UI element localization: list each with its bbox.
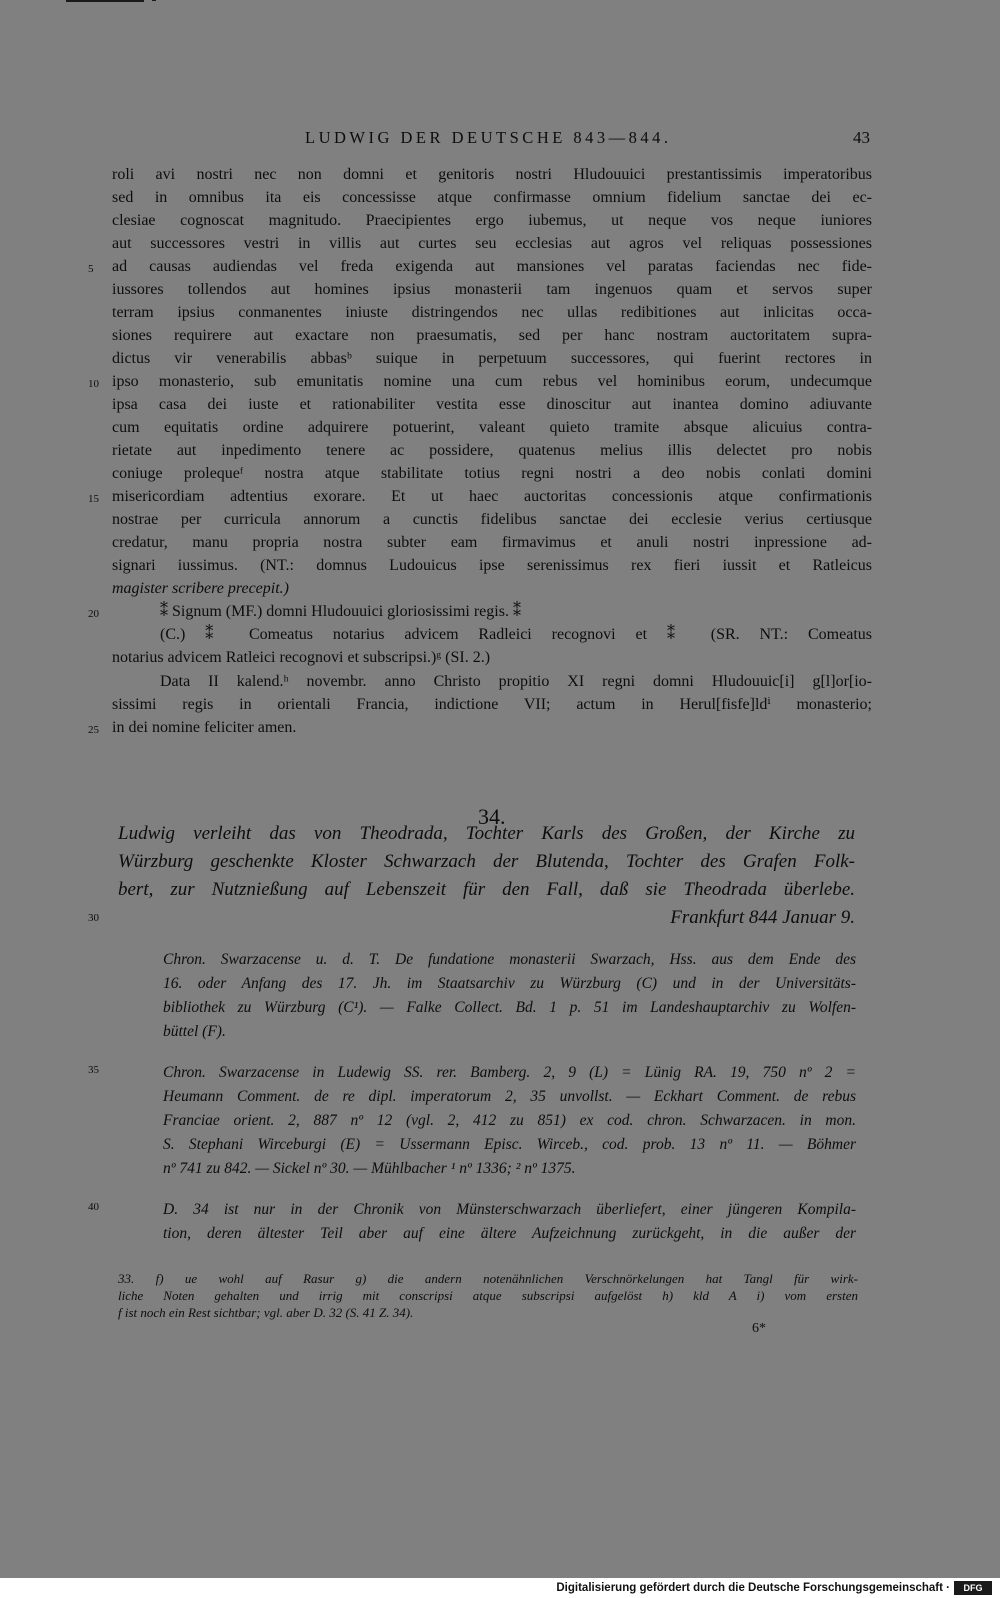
source-line: Heumann Comment. de re dipl. imperatorum 2, 35 unvollst. — Eckhart Comment. de rebus — [163, 1088, 856, 1105]
body-line: dictus vir venerabilis abbasᵇ suique in perpetuum successores, qui fuerint rectores in — [112, 350, 872, 367]
footer-credit-text: Digitalisierung gefördert durch die Deutsche Forschungsgemeinschaft · — [556, 1582, 950, 1594]
body-line: misericordiam adtentius exorare. Et ut haec auctoritas concessionis atque confirmationis — [112, 488, 872, 505]
body-line: sissimi regis in orientali Francia, indictione VII; actum in Herul[fisfe]ldⁱ monasterio; — [112, 696, 872, 713]
line-number: 40 — [88, 1201, 99, 1213]
body-line: sed in omnibus ita eis concessisse atque confirmasse omnium fidelium sanctae dei ec- — [112, 189, 872, 206]
footer-credit-bar — [0, 1578, 1000, 1598]
body-line: in dei nomine feliciter amen. — [112, 719, 297, 736]
line-number: 30 — [88, 912, 99, 924]
body-line: aut successores vestri in villis aut curtes seu ecclesias aut agros vel reliquas possessiones — [112, 235, 872, 252]
line-number: 15 — [88, 493, 99, 505]
body-line: rietate aut inpedimento tenere ac possidere, quatenus melius illis delectet pro nobis — [112, 442, 872, 459]
footnote-line: f ist noch ein Rest sichtbar; vgl. aber D. 32 (S. 41 Z. 34). — [118, 1305, 414, 1320]
regest-line: bert, zur Nutznießung auf Lebenszeit für den Fall, daß sie Theodrada überlebe. — [118, 879, 855, 900]
source-line: Chron. Swarzacense u. d. T. De fundatione monasterii Swarzach, Hss. aus dem Ende des — [163, 951, 856, 968]
footnote-line: liche Noten gehalten und irrig mit conscripsi atque subscripsi aufgelöst h) kld A i) vom ersten — [118, 1288, 858, 1303]
line-number: 5 — [88, 263, 94, 275]
top-rule — [66, 0, 144, 2]
source-line: Franciae orient. 2, 887 nº 12 (vgl. 2, 412 zu 851) ex cod. chron. Schwarzacen. in mon. — [163, 1112, 856, 1129]
body-line: ipso monasterio, sub emunitatis nomine una cum rebus vel hominibus eorum, undecumque — [112, 373, 872, 390]
sheet-signature: 6* — [752, 1321, 766, 1336]
body-line: cum equitatis ordine adquirere potuerint, valeant quieto tramite absque alicuius contra- — [112, 419, 872, 436]
recognition-line: (C.) ⁑ Comeatus notarius advicem Radleici recognovi et ⁑ (SR. NT.: Comeatus — [160, 626, 872, 643]
regest-line: Würzburg geschenkte Kloster Schwarzach der Blutenda, Tochter des Grafen Folk- — [118, 851, 855, 872]
body-line: iussores tollendos aut homines ipsius monasterii tam ingenuos quam et servos super — [112, 281, 872, 298]
body-line: notarius advicem Ratleici recognovi et subscripsi.)ᵍ (SI. 2.) — [112, 649, 491, 666]
footnote-line: 33. f) ue wohl auf Rasur g) die andern notenähnlichen Verschnörkelungen hat Tangl für wirk- — [118, 1271, 858, 1286]
dfg-logo-icon: DFG — [954, 1581, 992, 1595]
line-number: 10 — [88, 378, 99, 390]
body-line: signari iussimus. (NT.: domnus Ludouicus ipse serenissimus rex fieri iussit et Ratleicus — [112, 557, 872, 574]
source-line: Chron. Swarzacense in Ludewig SS. rer. Bamberg. 2, 9 (L) = Lünig RA. 19, 750 nº 2 = — [163, 1064, 856, 1081]
source-line: S. Stephani Wirceburgi (E) = Ussermann Episc. Wirceb., cod. prob. 13 nº 11. — Böhmer — [163, 1136, 856, 1153]
body-line: ad causas audiendas vel freda exigenda aut mansiones vel paratas faciendas nec fide- — [112, 258, 872, 275]
commentary-line: D. 34 ist nur in der Chronik von Münsterschwarzach überliefert, einer jüngeren Kompila- — [163, 1201, 856, 1218]
body-line: roli avi nostri nec non domni et genitoris nostri Hludouuici prestantissimis imperatoribus — [112, 166, 872, 183]
body-line: clesiae cognoscat magnitudo. Praecipientes ergo iubemus, ut neque vos neque iuniores — [112, 212, 872, 229]
body-line: nostrae per curricula annorum a cunctis fidelibus sanctae dei ecclesie verius certiusque — [112, 511, 872, 528]
body-line: terram ipsius conmanentes iniuste distringendos nec ullas redibitiones aut inlicitas occa- — [112, 304, 872, 321]
body-line: credatur, manu propria nostra subter eam firmavimus et anuli nostri inpressione ad- — [112, 534, 872, 551]
source-line: 16. oder Anfang des 17. Jh. im Staatsarchiv zu Würzburg (C) und in der Universitäts- — [163, 975, 856, 992]
top-tick — [152, 0, 156, 1]
commentary-line: tion, deren ältester Teil aber auf eine ältere Aufzeichnung zurückgeht, in die außer der — [163, 1225, 856, 1242]
regest-line: Ludwig verleiht das von Theodrada, Tochter Karls des Großen, der Kirche zu — [118, 823, 855, 844]
place-date: Frankfurt 844 Januar 9. — [670, 907, 855, 928]
line-number: 20 — [88, 608, 99, 620]
page-number: 43 — [853, 128, 870, 147]
body-line: coniuge prolequeᶠ nostra atque stabilitate totius regni nostri a deo nobis conlati domini — [112, 465, 872, 482]
running-head: LUDWIG DER DEUTSCHE 843—844. — [305, 128, 672, 147]
source-line: nº 741 zu 842. — Sickel nº 30. — Mühlbacher ¹ nº 1336; ² nº 1375. — [163, 1160, 576, 1177]
body-line: magister scribere precepit.) — [112, 580, 289, 597]
line-number: 35 — [88, 1064, 99, 1076]
source-line: büttel (F). — [163, 1023, 226, 1040]
body-line: siones requirere aut exactare non praesumatis, sed per hanc nostram auctoritatem supra- — [112, 327, 872, 344]
signum-line: ⁑ Signum (MF.) domni Hludouuici gloriosissimi regis. ⁑ — [160, 603, 521, 620]
body-line: ipsa casa dei iuste et rationabiliter vestita esse dinoscitur aut inantea domino adiuvante — [112, 396, 872, 413]
source-line: bibliothek zu Würzburg (C¹). — Falke Collect. Bd. 1 p. 51 im Landeshauptarchiv zu Wolfen- — [163, 999, 856, 1016]
line-number: 25 — [88, 724, 99, 736]
dating-line: Data II kalend.ʰ novembr. anno Christo propitio XI regni domni Hludouuic[i] g[l]or[io- — [160, 673, 872, 690]
document-number: 34. — [478, 804, 506, 829]
